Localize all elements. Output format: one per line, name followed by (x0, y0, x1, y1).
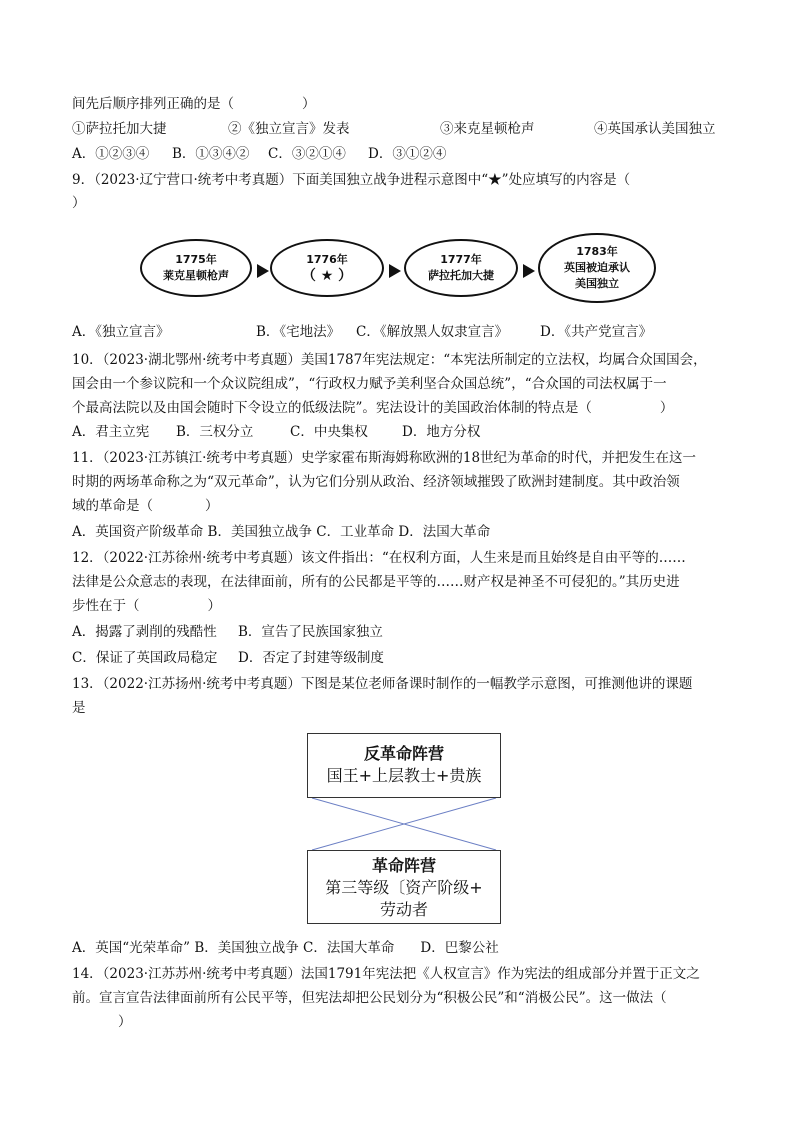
revolution-members-line2: 劳动者 (379, 900, 428, 919)
q11-stem-line1: 11．（2023·江苏镇江·统考中考真题）史学家霍布斯海姆称欧洲的18世纪为革命的时代，并把发生在这一 (72, 450, 697, 466)
counter-revolution-box (307, 733, 501, 798)
q11-options: A．英国资产阶级革命 B．美国独立战争 C．工业革命 D．法国大革命 (72, 524, 491, 540)
q10-option-b: B．三权分立 (176, 424, 254, 440)
revolution-title: 革命阵营 (371, 856, 436, 875)
q14-stem-line1: 14．（2023·江苏苏州·统考中考真题）法国1791年宪法把《人权宣言》作为宪法的组成部分并置于正文之 (72, 966, 700, 982)
q8-item-1: ①萨拉托加大捷 (72, 121, 167, 137)
timeline-node-1776: 1776年 （ ★ ） (270, 239, 384, 297)
q8-option-b: B．①③④② (172, 146, 250, 162)
revolution-box (307, 850, 501, 924)
q14-stem-line2: 前。宣言宣告法律面前所有公民平等，但宪法却把公民划分为“积极公民”和“消极公民”。这一做法（ (72, 990, 667, 1006)
q13-stem-line1: 13．（2022·江苏扬州·统考中考真题）下图是某位老师备课时制作的一幅教学示意图，可推测他讲的课题 (72, 676, 693, 692)
q8-item-3: ③来克星顿枪声 (440, 121, 535, 137)
q13-stem-line2: 是 (72, 700, 86, 716)
q10-stem-line2: 国会由一个参议院和一个众议院组成”，“行政权力赋予美利坚合众国总统”，“合众国的司法权属于一 (72, 376, 667, 392)
q9-option-a: A．《独立宣言》 (72, 324, 170, 340)
q12-option-b: B．宣告了民族国家独立 (238, 624, 383, 640)
q8-item-4: ④英国承认美国独立 (594, 121, 716, 137)
q12-stem-line2: 法律是公众意志的表现，在法律面前，所有的公民都是平等的……财产权是神圣不可侵犯的。”其历史进 (72, 574, 680, 590)
q8-stem: 间先后顺序排列正确的是（ ） (72, 96, 316, 112)
timeline-node-1783: 1783年 英国被迫承认 美国独立 (538, 233, 656, 303)
q9-option-d: D．《共产党宣言》 (540, 324, 653, 340)
q10-option-c: C．中央集权 (290, 424, 368, 440)
q9-option-b: B．《宅地法》 (256, 324, 341, 340)
q12-option-c: C．保证了英国政局稳定 (72, 650, 218, 666)
q10-option-a: A．君主立宪 (72, 424, 150, 440)
q9-stem-line2: ） (72, 195, 86, 211)
q8-option-c: C．③②①④ (268, 146, 346, 162)
q8-item-2: ②《独立宣言》发表 (228, 121, 350, 137)
q12-stem-line1: 12．（2022·江苏徐州·统考中考真题）该文件指出：“在权利方面，人生来是而且始终是自由平等的…… (72, 550, 686, 566)
q10-stem-line1: 10．（2023·湖北鄂州·统考中考真题）美国1787年宪法规定：“本宪法所制定的立法权，均属合众国国会， (72, 352, 707, 368)
q8-option-a: A．①②③④ (72, 146, 150, 162)
counter-revolution-members: 国王+上层教士+贵族 (326, 766, 482, 785)
q10-stem-line3: 个最高法院以及由国会随时下令设立的低级法院”。宪法设计的美国政治体制的特点是（ ） (72, 400, 674, 416)
timeline-node-1775: 1775年 莱克星顿枪声 (140, 239, 252, 297)
q10-option-d: D．地方分权 (402, 424, 481, 440)
q11-stem-line3: 域的革命是（ ） (72, 498, 219, 514)
q14-stem-line3: ） (118, 1014, 132, 1030)
counter-revolution-title: 反革命阵营 (363, 744, 444, 763)
q12-stem-line3: 步性在于（ ） (72, 598, 221, 614)
timeline-node-1777: 1777年 萨拉托加大捷 (404, 239, 518, 297)
q12-option-d: D．否定了封建等级制度 (238, 650, 384, 666)
q12-option-a: A．揭露了剥削的残酷性 (72, 624, 217, 640)
q11-stem-line2: 时期的两场革命称之为“双元革命”，认为它们分别从政治、经济领域摧毁了欧洲封建制度。其中政治领 (72, 474, 680, 490)
q9-option-c: C．《解放黑人奴隶宣言》 (356, 324, 509, 340)
q8-option-d: D．③①②④ (368, 146, 447, 162)
revolution-members-line1: 第三等级〔资产阶级+ (325, 878, 483, 897)
q13-options: A．英国“光荣革命” B．美国独立战争 C．法国大革命 D．巴黎公社 (72, 940, 499, 956)
q9-stem-line1: 9．（2023·辽宁营口·统考中考真题）下面美国独立战争进程示意图中“★”处应填写的内容是（ (72, 172, 631, 188)
